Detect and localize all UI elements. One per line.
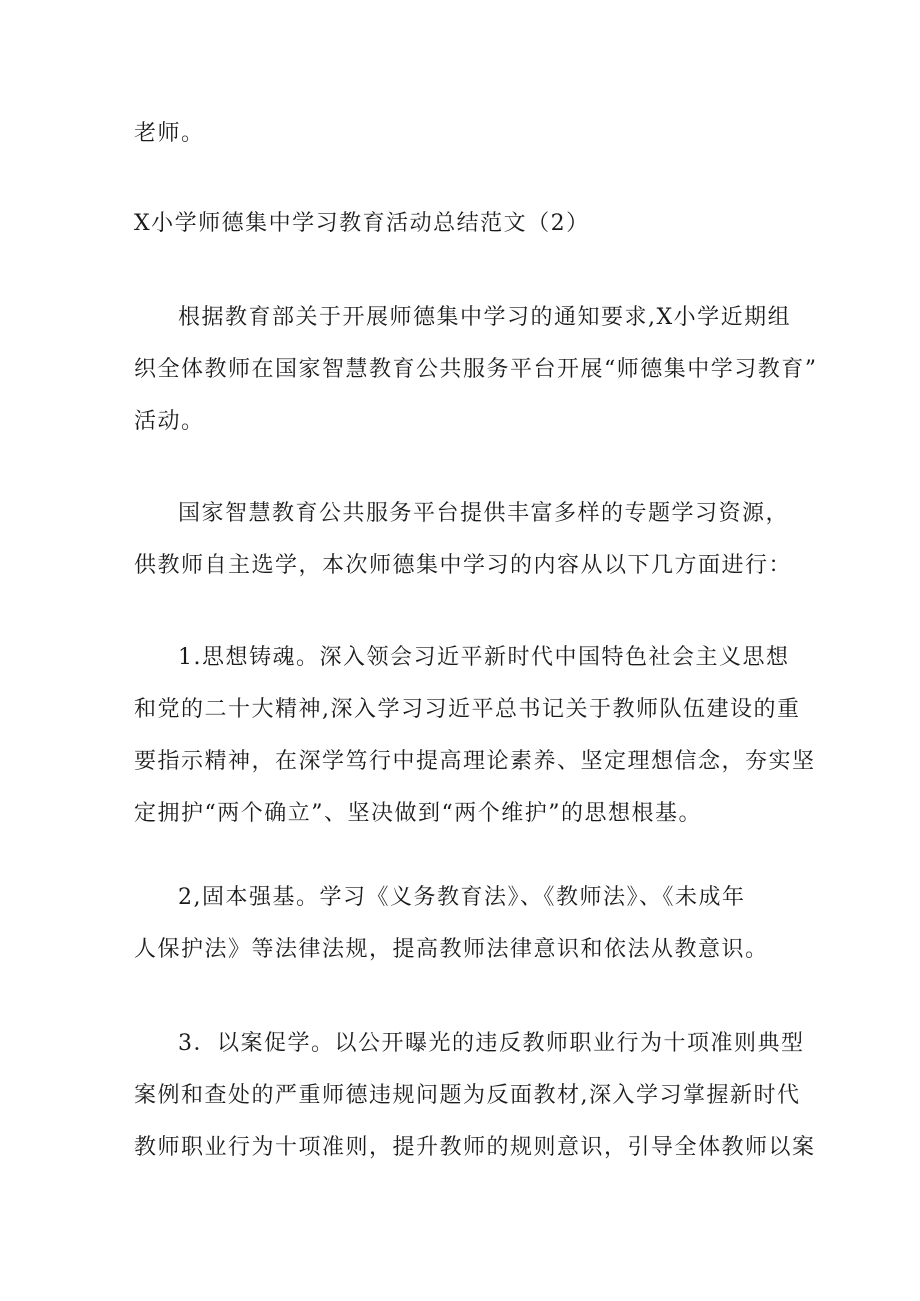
- text-line: 老师。: [134, 121, 205, 146]
- text-line: 活动。: [134, 409, 205, 434]
- paragraph-5: [134, 1018, 816, 1174]
- text-line: 织全体教师在国家智慧教育公共服务平台开展“师德集中学习教育”: [134, 357, 818, 382]
- text-line: 定拥护“两个确立”、坚决做到“两个维护”的思想根基。: [134, 801, 702, 826]
- text-line: 人保护法》等法律法规，提高教师法律意识和依法从教意识。: [134, 937, 769, 962]
- text-line: 教师职业行为十项准则，提升教师的规则意识，引导全体教师以案: [134, 1135, 816, 1160]
- text-line: 根据教育部关于开展师德集中学习的通知要求,X小学近期组: [178, 305, 792, 330]
- text-line: 要指示精神，在深学笃行中提高理论素养、坚定理想信念，夯实坚: [134, 749, 816, 774]
- text-line: 案例和查处的严重师德违规问题为反面教材,深入学习掌握新时代: [134, 1083, 801, 1108]
- text-line: 和党的二十大精神,深入学习习近平总书记关于教师队伍建设的重: [134, 697, 801, 722]
- text-line: 3．以案促学。以公开曝光的违反教师职业行为十项准则典型: [178, 1031, 805, 1056]
- paragraph-4: [134, 872, 802, 976]
- continuation-text: [134, 108, 802, 160]
- text-line: 1.思想铸魂。深入领会习近平新时代中国特色社会主义思想: [178, 645, 790, 670]
- text-line: 国家智慧教育公共服务平台提供丰富多样的专题学习资源，: [178, 501, 790, 526]
- text-line: 2,固本强基。学习《义务教育法》、《教师法》、《未成年: [178, 885, 746, 910]
- text-line: X小学师德集中学习教育活动总结范文（2）: [134, 211, 590, 236]
- paragraph-2: [134, 488, 802, 592]
- text-line: 供教师自主选学，本次师德集中学习的内容从以下几方面进行：: [134, 553, 793, 578]
- paragraph-3: [134, 632, 816, 840]
- paragraph-1: [134, 292, 818, 448]
- section-title: [134, 198, 802, 250]
